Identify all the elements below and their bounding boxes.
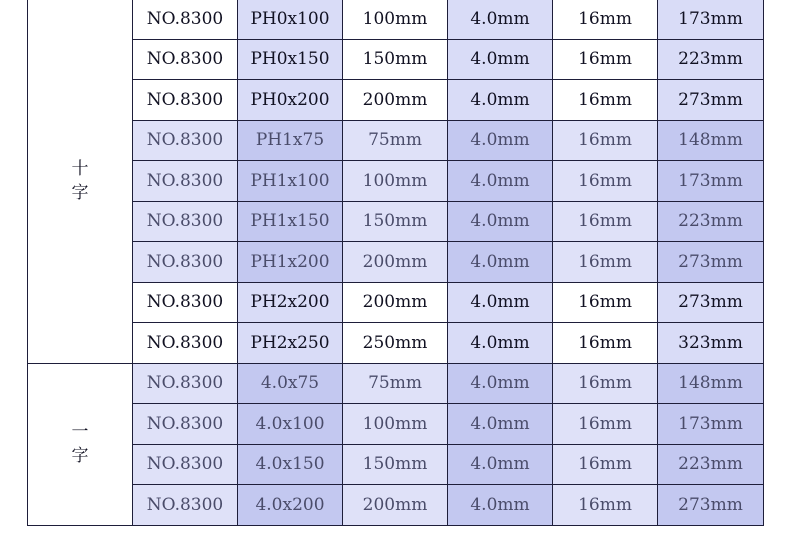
total-length-cell: 148mm <box>658 363 764 404</box>
diameter-cell: 4.0mm <box>448 201 553 242</box>
spec-cell: 4.0x200 <box>238 485 343 526</box>
hex-cell: 16mm <box>553 0 658 39</box>
length-cell: 150mm <box>343 444 448 485</box>
model-cell: NO.8300 <box>133 161 238 202</box>
hex-cell: 16mm <box>553 282 658 323</box>
diameter-cell: 4.0mm <box>448 80 553 121</box>
hex-cell: 16mm <box>553 444 658 485</box>
spec-cell: 4.0x100 <box>238 404 343 445</box>
table-row <box>28 323 764 364</box>
spec-cell: 4.0x75 <box>238 363 343 404</box>
diameter-cell: 4.0mm <box>448 120 553 161</box>
hex-cell: 16mm <box>553 39 658 80</box>
length-cell: 100mm <box>343 404 448 445</box>
spec-cell: PH1x100 <box>238 161 343 202</box>
table-row <box>28 363 764 404</box>
length-cell: 75mm <box>343 120 448 161</box>
model-cell: NO.8300 <box>133 444 238 485</box>
hex-cell: 16mm <box>553 404 658 445</box>
table-row <box>28 201 764 242</box>
length-cell: 200mm <box>343 80 448 121</box>
spec-cell: PH1x75 <box>238 120 343 161</box>
table-row <box>28 242 764 283</box>
spec-table <box>27 0 764 526</box>
length-cell: 100mm <box>343 161 448 202</box>
group-label-cell <box>28 363 133 525</box>
length-cell: 150mm <box>343 201 448 242</box>
model-cell: NO.8300 <box>133 404 238 445</box>
spec-cell: PH0x200 <box>238 80 343 121</box>
length-cell: 200mm <box>343 485 448 526</box>
group-label-char: 字 <box>71 182 89 203</box>
model-cell: NO.8300 <box>133 363 238 404</box>
table-row <box>28 161 764 202</box>
model-cell: NO.8300 <box>133 0 238 39</box>
table-row <box>28 404 764 445</box>
table-row <box>28 485 764 526</box>
length-cell: 250mm <box>343 323 448 364</box>
spec-cell: PH0x150 <box>238 39 343 80</box>
spec-cell: PH1x150 <box>238 201 343 242</box>
diameter-cell: 4.0mm <box>448 39 553 80</box>
total-length-cell: 273mm <box>658 242 764 283</box>
total-length-cell: 173mm <box>658 161 764 202</box>
diameter-cell: 4.0mm <box>448 363 553 404</box>
total-length-cell: 223mm <box>658 201 764 242</box>
table-row <box>28 282 764 323</box>
spec-cell: PH2x200 <box>238 282 343 323</box>
total-length-cell: 323mm <box>658 323 764 364</box>
diameter-cell: 4.0mm <box>448 323 553 364</box>
total-length-cell: 223mm <box>658 444 764 485</box>
hex-cell: 16mm <box>553 201 658 242</box>
model-cell: NO.8300 <box>133 120 238 161</box>
total-length-cell: 273mm <box>658 80 764 121</box>
spec-cell: PH0x100 <box>238 0 343 39</box>
length-cell: 150mm <box>343 39 448 80</box>
model-cell: NO.8300 <box>133 80 238 121</box>
group-label-char: 字 <box>71 446 89 466</box>
diameter-cell: 4.0mm <box>448 242 553 283</box>
length-cell: 200mm <box>343 282 448 323</box>
hex-cell: 16mm <box>553 363 658 404</box>
total-length-cell: 173mm <box>658 0 764 39</box>
length-cell: 100mm <box>343 0 448 39</box>
diameter-cell: 4.0mm <box>448 282 553 323</box>
total-length-cell: 273mm <box>658 485 764 526</box>
total-length-cell: 273mm <box>658 282 764 323</box>
diameter-cell: 4.0mm <box>448 404 553 445</box>
total-length-cell: 148mm <box>658 120 764 161</box>
hex-cell: 16mm <box>553 323 658 364</box>
spec-cell: PH2x250 <box>238 323 343 364</box>
model-cell: NO.8300 <box>133 485 238 526</box>
total-length-cell: 173mm <box>658 404 764 445</box>
table-row <box>28 120 764 161</box>
spec-cell: PH1x200 <box>238 242 343 283</box>
hex-cell: 16mm <box>553 161 658 202</box>
model-cell: NO.8300 <box>133 201 238 242</box>
table-row <box>28 0 764 39</box>
hex-cell: 16mm <box>553 485 658 526</box>
group-label-char: 十 <box>71 158 89 179</box>
diameter-cell: 4.0mm <box>448 485 553 526</box>
length-cell: 200mm <box>343 242 448 283</box>
total-length-cell: 223mm <box>658 39 764 80</box>
model-cell: NO.8300 <box>133 242 238 283</box>
table-row <box>28 444 764 485</box>
model-cell: NO.8300 <box>133 323 238 364</box>
hex-cell: 16mm <box>553 242 658 283</box>
length-cell: 75mm <box>343 363 448 404</box>
diameter-cell: 4.0mm <box>448 0 553 39</box>
model-cell: NO.8300 <box>133 39 238 80</box>
diameter-cell: 4.0mm <box>448 444 553 485</box>
group-label-char: 一 <box>71 422 89 442</box>
spec-table-body <box>28 0 764 525</box>
table-row <box>28 39 764 80</box>
group-label-cell <box>28 0 133 363</box>
spec-cell: 4.0x150 <box>238 444 343 485</box>
diameter-cell: 4.0mm <box>448 161 553 202</box>
table-row <box>28 80 764 121</box>
hex-cell: 16mm <box>553 80 658 121</box>
model-cell: NO.8300 <box>133 282 238 323</box>
hex-cell: 16mm <box>553 120 658 161</box>
